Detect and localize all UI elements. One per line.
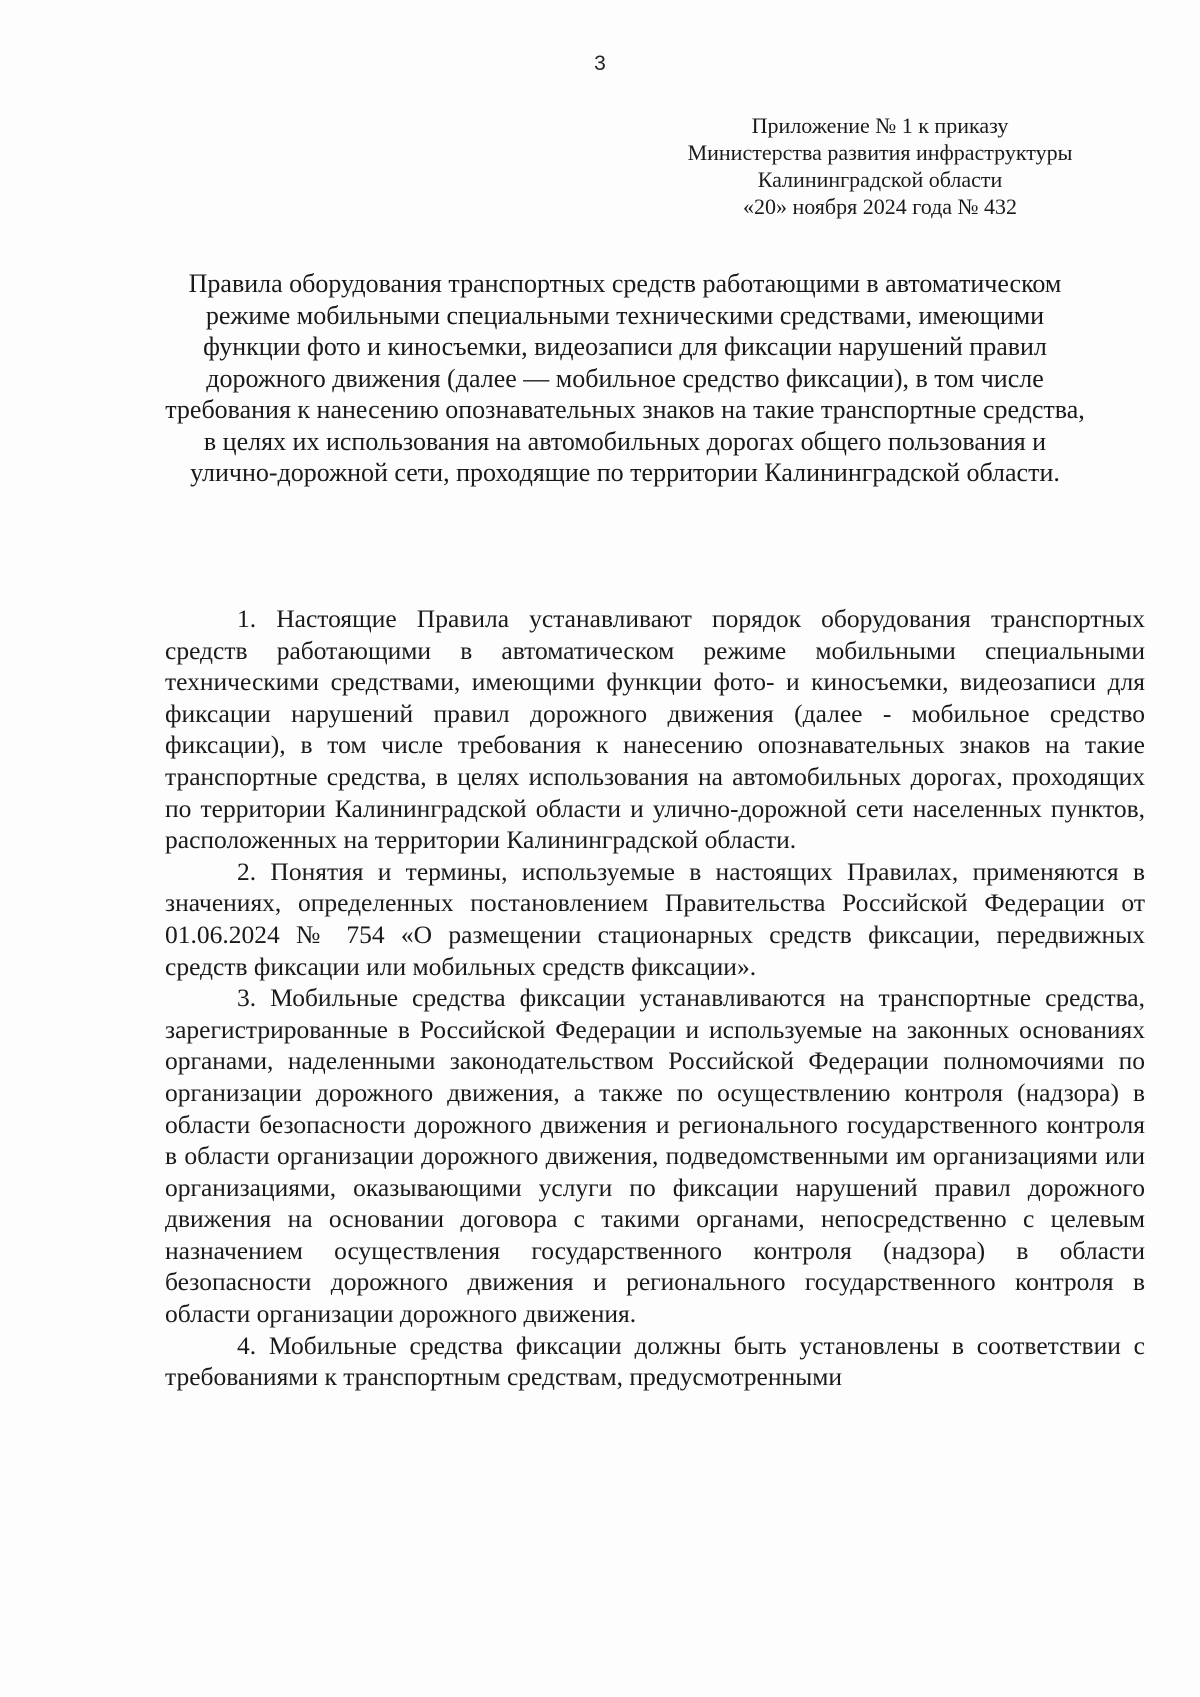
paragraph-4: 4. Мобильные средства фиксации должны быть установлены в соответствии с требованиями к транспортным средствам, предусмотренными (165, 1330, 1145, 1392)
document-body (165, 603, 1145, 1393)
paragraph-1: 1. Настоящие Правила устанавливают порядок оборудования транспортных средств работающими в автоматическом режиме мобильными специальными техническими средствами, имеющими функции фото- и киносъемки, видеозаписи для фиксации нарушений правил дорожного движения (далее - мобильное средство фиксации), в том числе требования к нанесению опознавательных знаков на такие транспортные средства, в целях использования на автомобильных дорогах, проходящих по территории Калининградской области и улично-дорожной сети населенных пунктов, расположенных на территории Калининградской области. (165, 604, 1145, 855)
page-number: 3 (594, 52, 606, 75)
appendix-line: Министерства развития инфраструктуры (687, 140, 1073, 165)
document-title: Правила оборудования транспортных средств работающими в автоматическом режиме мобильными специальными техническими средствами, имеющими функции фото и киносъемки, видеозаписи для фиксации нарушений правил дорожного движения (далее — мобильное средство фиксации), в том числе требования к нанесению опознавательных знаков на такие транспортные средства, в целях их использования на автомобильных дорогах общего пользования и улично-дорожной сети, проходящие по территории Калининградской области. (165, 269, 1085, 487)
appendix-date-number: «20» ноября 2024 года № 432 (742, 194, 1018, 219)
appendix-header (660, 112, 1100, 220)
appendix-line: Калининградской области (757, 167, 1003, 192)
paragraph-3: 3. Мобильные средства фиксации устанавливаются на транспортные средства, зарегистрированные в Российской Федерации и используемые на законных основаниях органами, наделенными законодательством Российской Федерации полномочиями по организации дорожного движения, а также по осуществлению контроля (надзора) в области безопасности дорожного движения и регионального государственного контроля в области организации дорожного движения, подведомственными им организациями или организациями, оказывающими услуги по фиксации нарушений правил дорожного движения на основании договора с такими органами, непосредственно с целевым назначением осуществления государственного контроля (надзора) в области безопасности дорожного движения и регионального государственного контроля в области организации дорожного движения. (165, 983, 1145, 1329)
paragraph-2: 2. Понятия и термины, используемые в настоящих Правилах, применяются в значениях, определенных постановлением Правительства Российской Федерации от 01.06.2024 № 754 «О размещении стационарных средств фиксации, передвижных средств фиксации или мобильных средств фиксации». (165, 856, 1145, 981)
appendix-line: Приложение № 1 к приказу (751, 113, 1009, 138)
